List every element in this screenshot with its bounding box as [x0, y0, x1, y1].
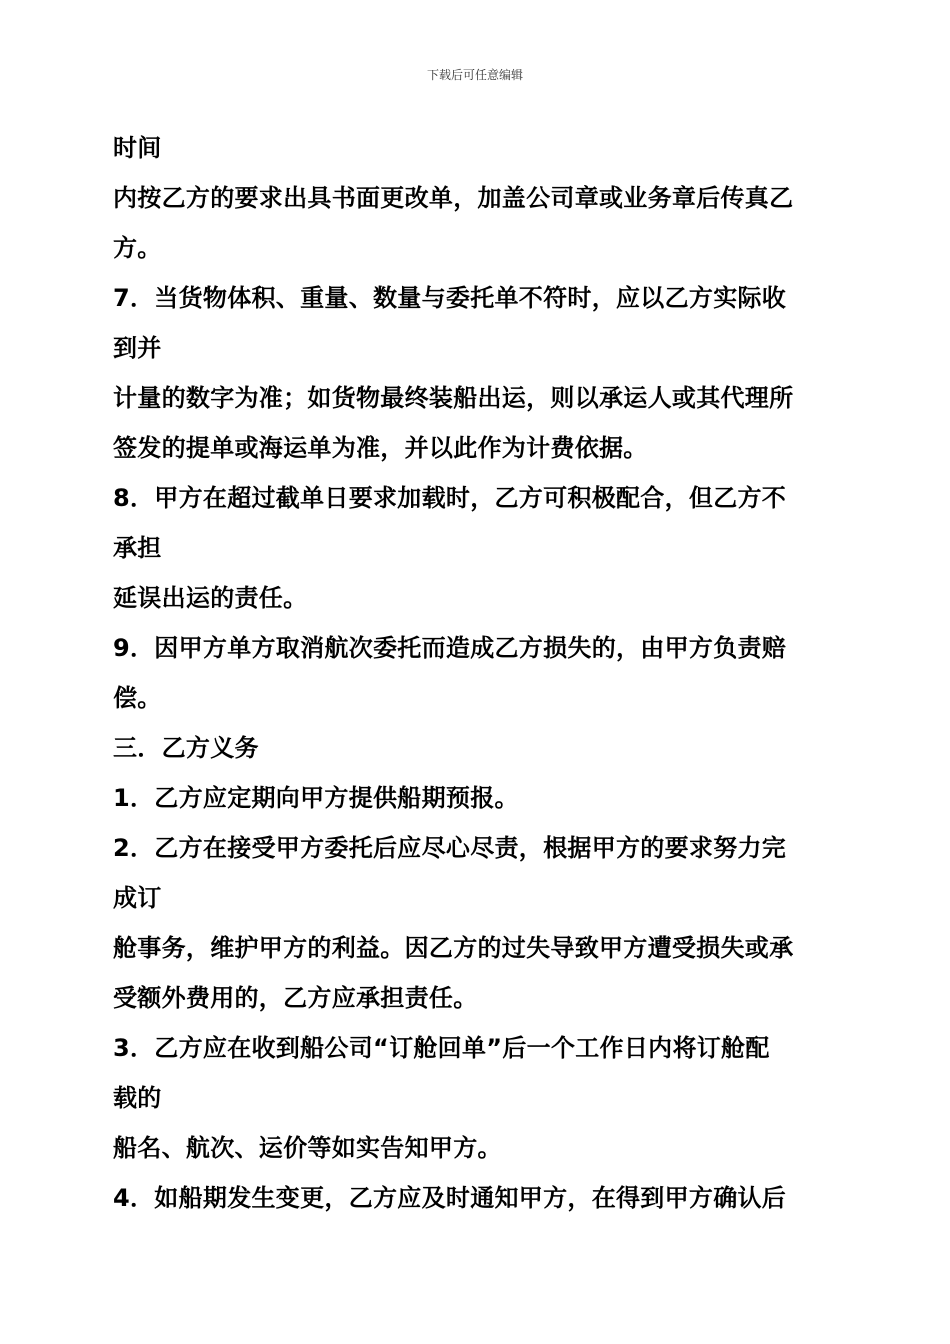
- text-line: 承担: [113, 534, 162, 562]
- page-header: 下载后可任意编辑: [426, 68, 523, 82]
- text-line: 2．乙方在接受甲方委托后应尽心尽责，根据甲方的要求努力完: [113, 834, 787, 862]
- text-line: 船名、航次、运价等如实告知甲方。: [113, 1134, 502, 1162]
- document-body: [113, 128, 843, 1228]
- text-line: 9．因甲方单方取消航次委托而造成乙方损失的，由甲方负责赔: [113, 634, 787, 662]
- section-heading: 三．乙方义务: [113, 734, 259, 762]
- text-line: 舱事务，维护甲方的利益。因乙方的过失导致甲方遭受损失或承: [113, 934, 794, 962]
- text-line: 8．甲方在超过截单日要求加载时，乙方可积极配合，但乙方不: [113, 484, 787, 512]
- text-line: 方。: [113, 234, 162, 262]
- text-line: 偿。: [113, 684, 162, 712]
- text-line: 内按乙方的要求出具书面更改单，加盖公司章或业务章后传真乙: [113, 184, 794, 212]
- text-line: 计量的数字为准；如货物最终装船出运，则以承运人或其代理所: [113, 384, 794, 412]
- text-line: 受额外费用的，乙方应承担责任。: [113, 984, 478, 1012]
- text-line: 1．乙方应定期向甲方提供船期预报。: [113, 784, 519, 812]
- text-line: 7．当货物体积、重量、数量与委托单不符时，应以乙方实际收: [113, 284, 787, 312]
- text-line: 时间: [113, 134, 162, 162]
- text-line: 载的: [113, 1084, 162, 1112]
- text-line: 延误出运的责任。: [113, 584, 308, 612]
- text-line: 成订: [113, 884, 162, 912]
- text-line: 签发的提单或海运单为准，并以此作为计费依据。: [113, 434, 648, 462]
- text-line: 到并: [113, 334, 162, 362]
- text-line: 4．如船期发生变更，乙方应及时通知甲方，在得到甲方确认后: [113, 1184, 787, 1212]
- text-line: 3．乙方应在收到船公司“订舱回单”后一个工作日内将订舱配: [113, 1034, 770, 1062]
